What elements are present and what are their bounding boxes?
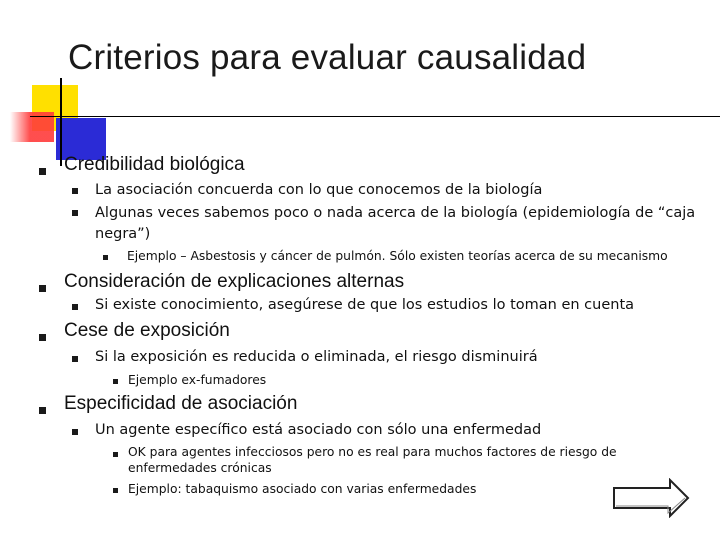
- bullet-square: [72, 210, 78, 216]
- bullet-especificidad: Especificidad de asociación: [64, 393, 298, 414]
- bullet-square: [72, 304, 78, 310]
- bullet-square: [113, 452, 118, 457]
- bullet-cese: Cese de exposición: [64, 320, 230, 341]
- right-arrow-icon[interactable]: [612, 478, 690, 518]
- sub-bullet-text: Si la exposición es reducida o eliminada, el riesgo disminuirá: [95, 349, 538, 365]
- bullet-square: [72, 429, 78, 435]
- bullet-square: [113, 379, 118, 384]
- bullet-credibilidad: Credibilidad biológica: [64, 154, 245, 175]
- bullet-square: [39, 168, 46, 175]
- sub-sub-bullet-text: OK para agentes infecciosos pero no es real para muchos factores de riesgo de: [128, 445, 617, 459]
- bullet-square: [113, 488, 118, 493]
- sub-sub-bullet-text-cont: enfermedades crónicas: [128, 461, 272, 475]
- sub-bullet-text: Si existe conocimiento, asegúrese de que los estudios lo toman en cuenta: [95, 297, 635, 313]
- decor-vertical-line: [60, 78, 62, 166]
- bullet-square: [39, 334, 46, 341]
- title-underline: [30, 116, 720, 117]
- bullet-square: [72, 356, 78, 362]
- sub-bullet-text: La asociación concuerda con lo que conocemos de la biología: [95, 182, 543, 198]
- sub-sub-bullet-text: Ejemplo: tabaquismo asociado con varias enfermedades: [128, 482, 477, 496]
- sub-sub-bullet-text: Ejemplo – Asbestosis y cáncer de pulmón. Sólo existen teorías acerca de su mecanismo: [127, 249, 668, 263]
- sub-bullet-text-cont: negra”): [95, 226, 151, 242]
- bullet-square: [72, 188, 78, 194]
- bullet-square: [39, 285, 46, 292]
- bullet-square: [39, 407, 46, 414]
- sub-bullet-text: Un agente específico está asociado con sólo una enfermedad: [95, 422, 542, 438]
- bullet-square: [103, 255, 108, 260]
- sub-bullet-text: Algunas veces sabemos poco o nada acerca de la biología (epidemiología de “caja: [95, 205, 696, 221]
- bullet-explicaciones: Consideración de explicaciones alternas: [64, 271, 405, 292]
- sub-sub-bullet-text: Ejemplo ex-fumadores: [128, 373, 267, 387]
- slide-title: Criterios para evaluar causalidad: [68, 38, 587, 77]
